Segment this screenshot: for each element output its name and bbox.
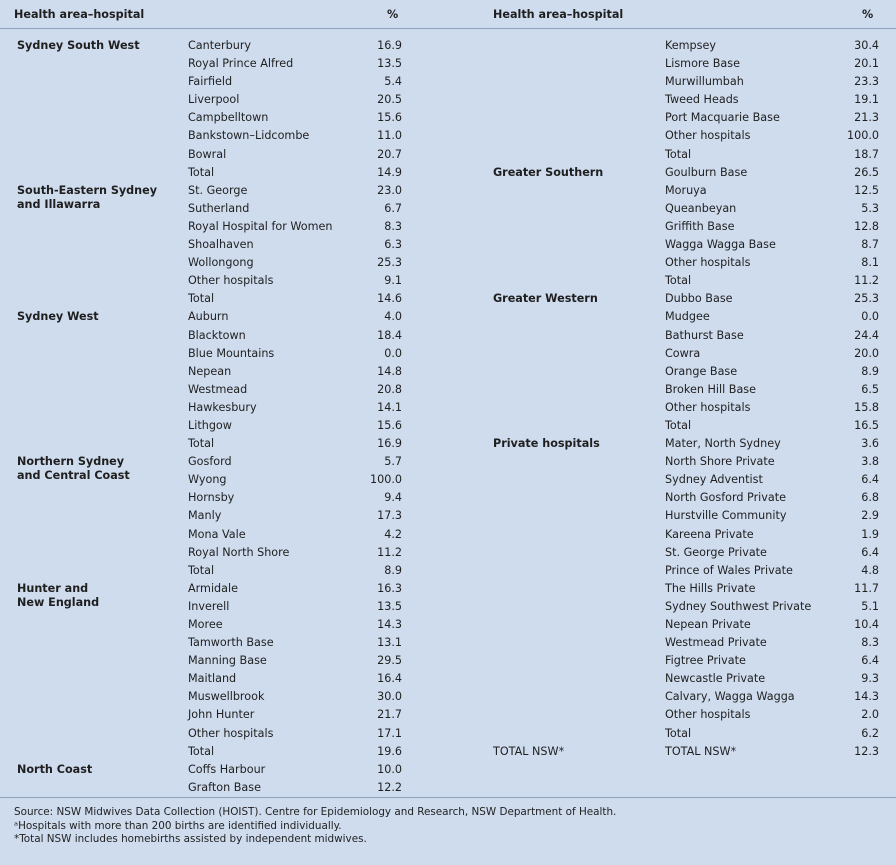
- percent-value: 16.4: [377, 672, 402, 686]
- table-row: [0, 37, 448, 55]
- percent-value: 6.7: [384, 201, 402, 215]
- percent-value: 11.2: [377, 545, 402, 559]
- hospital-name: North Gosford Private: [665, 491, 787, 505]
- percent-value: 17.1: [377, 726, 402, 740]
- hospital-name: Goulburn Base: [665, 165, 748, 179]
- hospital-name: North Shore Private: [665, 455, 775, 469]
- percent-value: 21.7: [377, 708, 402, 722]
- table-row: [448, 182, 896, 200]
- hospital-name: Moree: [188, 618, 223, 631]
- percent-value: 14.8: [377, 364, 402, 378]
- percent-value: 6.4: [861, 545, 879, 559]
- percent-value: 26.5: [854, 165, 879, 179]
- table-row: [0, 272, 448, 290]
- table-row: [0, 634, 448, 652]
- percent-value: 16.3: [377, 581, 402, 595]
- percent-value: 9.4: [384, 491, 402, 505]
- table-row: [0, 688, 448, 706]
- hospital-name: Mudgee: [665, 310, 710, 324]
- table-row: [448, 670, 896, 688]
- percent-value: 13.1: [377, 636, 402, 650]
- table-row: [448, 109, 896, 127]
- percent-value: 30.0: [377, 690, 402, 704]
- hospital-name: Sutherland: [188, 201, 250, 215]
- percent-value: 0.0: [384, 346, 402, 360]
- table-row: [448, 254, 896, 272]
- health-area-label: Private hospitals: [493, 437, 600, 451]
- percent-value: 20.5: [377, 93, 402, 107]
- table-row: [448, 127, 896, 145]
- hospital-name: Nepean Private: [665, 618, 751, 631]
- table-row: [0, 670, 448, 688]
- hospital-name: Tamworth Base: [188, 636, 274, 650]
- percent-value: 25.3: [854, 292, 879, 306]
- col2-header-pct: %: [862, 8, 874, 21]
- hospital-name: Coffs Harbour: [188, 762, 266, 776]
- percent-value: 100.0: [369, 473, 402, 487]
- table-row: [448, 507, 896, 525]
- hospital-name: St. George Private: [665, 545, 767, 559]
- hospital-name: Inverell: [188, 599, 230, 613]
- table-row: [448, 146, 896, 164]
- footnotes: [0, 797, 896, 865]
- hospital-name: Mona Vale: [188, 527, 246, 541]
- hospital-name: Lismore Base: [665, 57, 740, 71]
- percent-value: 8.1: [861, 256, 879, 270]
- percent-value: 10.4: [854, 618, 879, 631]
- table-row: [448, 417, 896, 435]
- percent-value: 13.5: [377, 57, 402, 71]
- percent-value: 11.2: [854, 274, 879, 288]
- table-row: [448, 73, 896, 91]
- table-row: [448, 308, 896, 326]
- table-row: [0, 598, 448, 616]
- table-row: [448, 327, 896, 345]
- table-row: [0, 399, 448, 417]
- percent-value: 19.1: [854, 93, 879, 107]
- hospital-name: Total: [188, 165, 215, 179]
- percent-value: 9.1: [384, 274, 402, 288]
- hospital-name: Hurstville Community: [665, 509, 787, 523]
- table-row: [0, 761, 448, 779]
- hospital-name: Total: [665, 147, 692, 161]
- percent-value: 25.3: [377, 256, 402, 270]
- percent-value: 17.3: [377, 509, 402, 523]
- percent-value: 20.0: [854, 346, 879, 360]
- percent-value: 23.0: [377, 183, 402, 197]
- percent-value: 18.7: [854, 147, 879, 161]
- table-row: [448, 580, 896, 598]
- percent-value: 6.3: [384, 238, 402, 252]
- hospital-name: Wollongong: [188, 256, 254, 270]
- hospital-name: Canterbury: [188, 39, 252, 52]
- table-row: [0, 363, 448, 381]
- hospital-name: Westmead: [188, 382, 248, 396]
- hospital-name: Campbelltown: [188, 111, 269, 125]
- percent-value: 3.6: [861, 437, 879, 451]
- percent-value: 12.3: [854, 744, 879, 758]
- hospital-name: Tweed Heads: [665, 93, 739, 107]
- percent-value: 8.9: [384, 563, 402, 577]
- table-header: [0, 0, 896, 29]
- percent-value: 20.8: [377, 382, 402, 396]
- hospital-name: Fairfield: [188, 75, 233, 89]
- percent-value: 100.0: [846, 129, 879, 143]
- hospital-name: Westmead Private: [665, 636, 767, 650]
- health-area-label: Northern Sydney and Central Coast: [17, 455, 130, 483]
- health-area-label: North Coast: [17, 762, 93, 776]
- health-area-label: TOTAL NSW*: [493, 744, 565, 758]
- health-area-label: Hunter and New England: [17, 581, 100, 609]
- table-row: [448, 345, 896, 363]
- hospital-name: Kareena Private: [665, 527, 754, 541]
- percent-value: 20.1: [854, 57, 879, 71]
- table-row: [0, 779, 448, 797]
- table-row: [448, 688, 896, 706]
- percent-value: 24.4: [854, 328, 879, 342]
- percent-value: 12.8: [854, 219, 879, 233]
- percent-value: 5.3: [861, 201, 879, 215]
- percent-value: 20.7: [377, 147, 402, 161]
- hospital-name: Shoalhaven: [188, 238, 254, 252]
- percent-value: 15.6: [377, 418, 402, 432]
- percent-value: 6.4: [861, 473, 879, 487]
- table-row: [0, 652, 448, 670]
- percent-value: 14.9: [377, 165, 402, 179]
- percent-value: 14.1: [377, 400, 402, 414]
- table-row: [448, 399, 896, 417]
- table-row: [0, 200, 448, 218]
- table-row: [0, 73, 448, 91]
- table-row: [448, 489, 896, 507]
- table-row: [448, 471, 896, 489]
- percent-value: 5.4: [384, 75, 402, 89]
- table-row: [448, 634, 896, 652]
- health-area-label: Greater Southern: [493, 165, 604, 179]
- percent-value: 14.6: [377, 292, 402, 306]
- hospital-name: Other hospitals: [188, 726, 274, 740]
- percent-value: 8.7: [861, 238, 879, 252]
- hospital-name: Maitland: [188, 672, 237, 686]
- table-row: [448, 725, 896, 743]
- table-row: [448, 616, 896, 634]
- table-row: [448, 218, 896, 236]
- percent-value: 10.0: [377, 762, 402, 776]
- hospital-name: Liverpool: [188, 93, 240, 107]
- col1-header-pct: %: [387, 8, 399, 21]
- hospital-name: Other hospitals: [665, 708, 751, 722]
- table-row: [0, 507, 448, 525]
- hospital-name: Wagga Wagga Base: [665, 238, 776, 252]
- hospital-name: Gosford: [188, 455, 232, 469]
- hospital-name: Bathurst Base: [665, 328, 744, 342]
- table-row: [0, 109, 448, 127]
- percent-value: 11.0: [377, 129, 402, 143]
- hospital-name: Manly: [188, 509, 222, 523]
- percent-value: 12.5: [854, 183, 879, 197]
- table-row: [448, 652, 896, 670]
- table-row: [448, 706, 896, 724]
- hospital-name: Hornsby: [188, 491, 235, 505]
- table-row: [0, 562, 448, 580]
- hospital-name: Royal Hospital for Women: [188, 219, 333, 233]
- hospital-name: Bowral: [188, 147, 227, 161]
- percent-value: 8.3: [861, 636, 879, 650]
- col1-header-label: Health area–hospital: [14, 8, 145, 21]
- table-row: [0, 489, 448, 507]
- table-row: [0, 127, 448, 145]
- hospital-name: Total: [188, 292, 215, 306]
- table-row: [448, 435, 896, 453]
- hospital-name: Armidale: [188, 581, 239, 595]
- hospital-name: Nepean: [188, 364, 232, 378]
- hospital-name: Hawkesbury: [188, 400, 257, 414]
- table-row: [0, 616, 448, 634]
- table-row: [448, 200, 896, 218]
- percent-value: 14.3: [854, 690, 879, 704]
- table-row: [448, 164, 896, 182]
- table-row: [0, 290, 448, 308]
- hospital-name: Cowra: [665, 346, 701, 360]
- hospital-name: Moruya: [665, 183, 707, 197]
- hospital-name: Dubbo Base: [665, 292, 733, 306]
- percent-value: 12.2: [377, 780, 402, 794]
- percent-value: 9.3: [861, 672, 879, 686]
- hospital-name: John Hunter: [188, 708, 255, 722]
- table-row: [0, 544, 448, 562]
- hospital-name: The Hills Private: [665, 581, 756, 595]
- percent-value: 19.6: [377, 744, 402, 758]
- percent-value: 5.7: [384, 455, 402, 469]
- table-row: [0, 743, 448, 761]
- table-row: [0, 381, 448, 399]
- hospital-name: Other hospitals: [665, 256, 751, 270]
- percent-value: 11.7: [854, 581, 879, 595]
- table-row: [0, 327, 448, 345]
- hospital-name: Total: [188, 437, 215, 451]
- table-row: [448, 544, 896, 562]
- percent-value: 5.1: [861, 599, 879, 613]
- table-row: [0, 236, 448, 254]
- hospital-name: Griffith Base: [665, 219, 735, 233]
- health-area-label: South-Eastern Sydney and Illawarra: [17, 183, 158, 211]
- hospital-name: Royal Prince Alfred: [188, 57, 294, 71]
- percent-value: 14.3: [377, 618, 402, 631]
- percent-value: 0.0: [861, 310, 879, 324]
- hospital-name: Total: [188, 744, 215, 758]
- table-row: [0, 435, 448, 453]
- hospital-name: Wyong: [188, 473, 227, 487]
- percent-value: 30.4: [854, 39, 879, 52]
- col2-header-label: Health area–hospital: [493, 8, 624, 21]
- percent-value: 16.5: [854, 418, 879, 432]
- percent-value: 18.4: [377, 328, 402, 342]
- table-row: [0, 55, 448, 73]
- hospital-name: Manning Base: [188, 654, 267, 668]
- table-row: [0, 218, 448, 236]
- table-row: [448, 526, 896, 544]
- percent-value: 4.0: [384, 310, 402, 324]
- health-area-label: Sydney South West: [17, 39, 140, 52]
- percent-value: 6.2: [861, 726, 879, 740]
- hospital-name: Total: [665, 726, 692, 740]
- table-row: [0, 526, 448, 544]
- hospital-name: Sydney Southwest Private: [665, 599, 812, 613]
- table-row: [448, 363, 896, 381]
- table-row: [448, 272, 896, 290]
- hospital-name: Murwillumbah: [665, 75, 744, 89]
- percent-value: 15.6: [377, 111, 402, 125]
- hospital-name: Calvary, Wagga Wagga: [665, 690, 795, 704]
- percent-value: 15.8: [854, 400, 879, 414]
- hospital-name: Port Macquarie Base: [665, 111, 780, 125]
- source-note: Source: NSW Midwives Data Collection (HOIST). Centre for Epidemiology and Research, NSW Department of Health.: [14, 806, 617, 818]
- footnote-total-nsw: *Total NSW includes homebirths assisted by independent midwives.: [14, 833, 367, 846]
- percent-value: 1.9: [861, 527, 879, 541]
- table-row: [0, 471, 448, 489]
- percent-value: 23.3: [854, 75, 879, 89]
- hospital-name: Orange Base: [665, 364, 738, 378]
- table-row: [448, 55, 896, 73]
- percent-value: 21.3: [854, 111, 879, 125]
- hospital-name: St. George: [188, 183, 248, 197]
- right-table-column: [448, 37, 896, 761]
- hospital-name: Total: [665, 418, 692, 432]
- hospital-name: Other hospitals: [665, 129, 751, 143]
- hospital-name: Blue Mountains: [188, 346, 275, 360]
- percent-value: 2.0: [861, 708, 879, 722]
- hospital-name: Other hospitals: [665, 400, 751, 414]
- percent-value: 3.8: [861, 455, 879, 469]
- hospital-name: Muswellbrook: [188, 690, 265, 704]
- hospital-name: Grafton Base: [188, 780, 261, 794]
- hospital-name: Lithgow: [188, 418, 232, 432]
- table-row: [0, 91, 448, 109]
- percent-value: 8.3: [384, 219, 402, 233]
- table-row: [448, 562, 896, 580]
- table-row: [448, 598, 896, 616]
- percent-value: 6.8: [861, 491, 879, 505]
- hospital-name: Kempsey: [665, 39, 716, 52]
- percent-value: 29.5: [377, 654, 402, 668]
- table-row: [448, 91, 896, 109]
- hospital-name: Broken Hill Base: [665, 382, 757, 396]
- table-row: [448, 453, 896, 471]
- percent-value: 6.5: [861, 382, 879, 396]
- hospital-name: TOTAL NSW*: [665, 744, 737, 758]
- hospital-name: Sydney Adventist: [665, 473, 763, 487]
- hospital-name: Figtree Private: [665, 654, 746, 668]
- table-row: [448, 743, 896, 761]
- hospital-name: Other hospitals: [188, 274, 274, 288]
- table-row: [0, 254, 448, 272]
- hospital-name: Royal North Shore: [188, 545, 290, 559]
- percent-value: 16.9: [377, 39, 402, 52]
- table-row: [0, 417, 448, 435]
- percent-value: 2.9: [861, 509, 879, 523]
- table-row: [0, 345, 448, 363]
- hospital-name: Auburn: [188, 310, 229, 324]
- hospital-name: Total: [665, 274, 692, 288]
- hospital-name: Prince of Wales Private: [665, 563, 793, 577]
- hospital-name: Bankstown–Lidcombe: [188, 129, 310, 143]
- left-table-column: [0, 37, 448, 797]
- percent-value: 13.5: [377, 599, 402, 613]
- percent-value: 6.4: [861, 654, 879, 668]
- table-row: [0, 308, 448, 326]
- table-row: [448, 381, 896, 399]
- hospital-name: Mater, North Sydney: [665, 437, 781, 451]
- hospital-name: Queanbeyan: [665, 201, 737, 215]
- percent-value: 4.8: [861, 563, 879, 577]
- table-row: [448, 236, 896, 254]
- health-area-label: Greater Western: [493, 292, 598, 306]
- percent-value: 4.2: [384, 527, 402, 541]
- footnote-hospitals: ᵃHospitals with more than 200 births are identified individually.: [14, 819, 342, 832]
- hospital-name: Blacktown: [188, 328, 246, 342]
- table-row: [0, 706, 448, 724]
- percent-value: 8.9: [861, 364, 879, 378]
- hospital-name: Newcastle Private: [665, 672, 766, 686]
- table-row: [448, 290, 896, 308]
- table-row: [0, 164, 448, 182]
- table-row: [448, 37, 896, 55]
- health-area-label: Sydney West: [17, 310, 99, 324]
- percent-value: 16.9: [377, 437, 402, 451]
- table-row: [0, 146, 448, 164]
- hospital-name: Total: [188, 563, 215, 577]
- table-row: [0, 725, 448, 743]
